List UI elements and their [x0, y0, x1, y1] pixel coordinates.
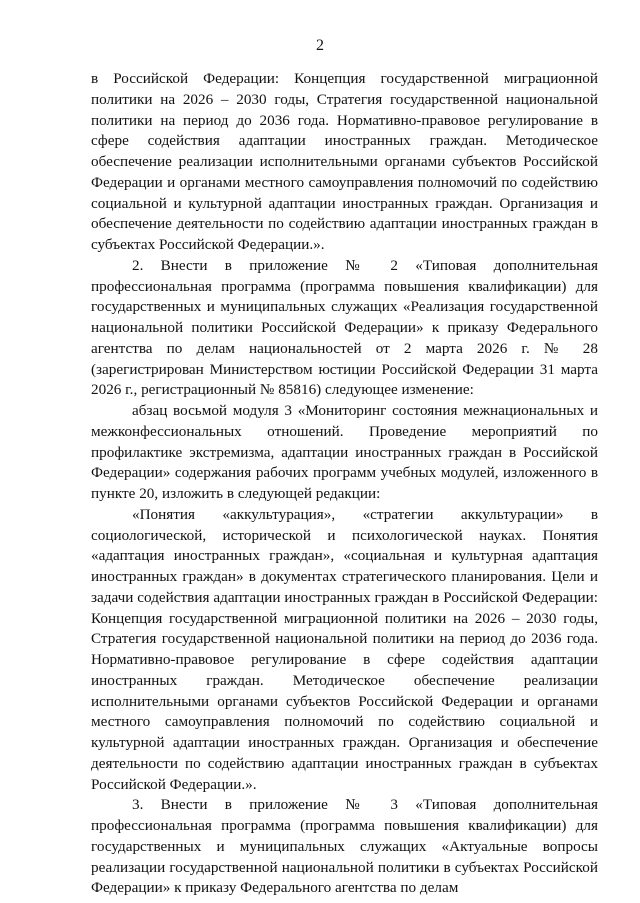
paragraph-item-3: 3. Внести в приложение № 3 «Типовая дополнительная профессиональная программа (программа повышения квалификации) для государственных и муниципальных служащих «Актуальные вопросы реализации государственной национальной политики в субъектах Российской Федерации» к приказу Федерального агентства по делам	[91, 796, 598, 897]
paragraph-continuation: в Российской Федерации: Концепция государственной миграционной политики на 2026 – 2030 годы, Стратегия государственной национальной политики на период до 2036 года. Нормативно-правовое регулирование в сфере содействия адаптации иностранных граждан. Методическое обеспечение реализации исполнительными органами субъектов Российской Федерации и органами местного самоуправления полномочий по содействию социальной и культурной адаптации иностранных граждан. Организация и обеспечение деятельности по содействию адаптации иностранных граждан в субъектах Российской Федерации.».	[91, 70, 598, 253]
paragraph-item-2: 2. Внести в приложение № 2 «Типовая дополнительная профессиональная программа (программа повышения квалификации) для государственных и муниципальных служащих «Реализация государственной национальной политики Российской Федерации» к приказу Федерального агентства по делам национальностей от 2 марта 2026 г. № 28 (зарегистрирован Министерством юстиции Российской Федерации 31 марта 2026 г., регистрационный № 85816) следующее изменение:	[91, 256, 598, 399]
paragraph-new-wording: «Понятия «аккультурация», «стратегии аккультурации» в социологической, исторической и психологической науках. Понятия «адаптация иностранных граждан», «социальная и культурная адаптация иностранных граждан» в документах стратегического планирования. Цели и задачи содействия адаптации иностранных граждан в Российской Федерации: Концепция государственной миграционной политики на 2026 – 2030 годы, Стратегия государственной национальной политики на период до 2036 года. Нормативно-правовое регулирование в сфере содействия адаптации иностранных граждан. Методическое обеспечение реализации исполнительными органами субъектов Российской Федерации и органами местного самоуправления полномочий по содействию социальной и культурной адаптации иностранных граждан. Организация и обеспечение деятельности по содействию адаптации иностранных граждан в субъектах Российской Федерации.».	[91, 505, 598, 793]
paragraph-module-amendment: абзац восьмой модуля 3 «Мониторинг состояния межнациональных и межконфессиональных отношений. Проведение мероприятий по профилактике экстремизма, адаптации иностранных граждан в Российской Федерации» содержания рабочих программ учебных модулей, изложенного в пункте 20, изложить в следующей редакции:	[91, 402, 598, 502]
page-number: 2	[316, 37, 324, 54]
document-body	[91, 69, 598, 899]
